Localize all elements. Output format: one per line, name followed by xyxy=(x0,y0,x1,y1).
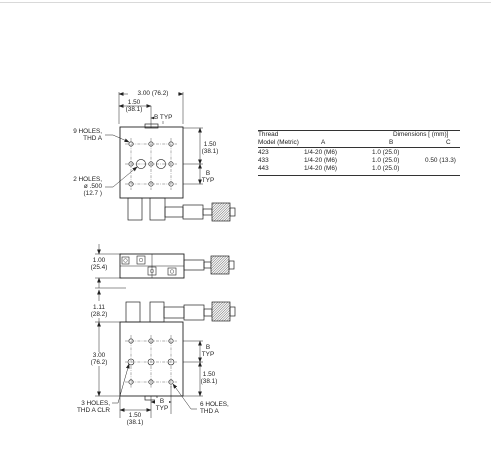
dimensions-table xyxy=(258,130,460,173)
cell-model: 443 xyxy=(258,165,269,172)
table-row xyxy=(258,165,460,173)
dim-bottom-height: 3.00 (76.2) xyxy=(86,352,112,366)
cell-b: 1.0 (25.0) xyxy=(372,149,400,156)
table-row xyxy=(258,149,460,157)
side-view xyxy=(95,244,234,288)
dim-side-height: 1.00 (25.4) xyxy=(86,257,112,271)
dim-bottom-half-width: 1.50 (38.1) xyxy=(126,412,144,426)
cell-a: 1/4-20 (M6) xyxy=(304,157,338,164)
table-row xyxy=(258,157,460,165)
dim-right-b-typ: B TYP xyxy=(201,170,215,184)
dim-bottom-right-b-typ: B TYP xyxy=(201,344,215,358)
header-a: A xyxy=(321,139,326,146)
table-header-row-1 xyxy=(258,131,460,139)
cell-a: 1/4-20 (M6) xyxy=(304,149,338,156)
cell-model: 423 xyxy=(258,149,269,156)
header-c: C xyxy=(446,139,451,146)
header-model: Model (Metric) xyxy=(258,139,299,146)
label-three-holes: 3 HOLES, THD A CLR xyxy=(76,400,110,414)
dim-overall-width: 3.00 (76.2) xyxy=(128,90,178,97)
label-two-holes: 2 HOLES, ø .500 (12.7 ) xyxy=(73,176,102,197)
cell-c: 0.50 (13.3) xyxy=(425,157,456,164)
table-header-row-2 xyxy=(258,139,460,147)
cell-b: 1.0 (25.0) xyxy=(372,165,400,172)
dim-b-typ: B TYP xyxy=(154,114,173,121)
table-bottom-rule xyxy=(258,175,460,176)
dim-bottom-offset: 1.11 (28.2) xyxy=(86,304,112,318)
header-thread: Thread xyxy=(258,131,279,138)
cell-a: 1/4-20 (M6) xyxy=(304,165,338,172)
cell-model: 433 xyxy=(258,157,269,164)
dim-half-width: 1.50 (38.1) xyxy=(125,99,143,113)
label-six-holes: 6 HOLES, THD A xyxy=(200,401,229,415)
label-nine-holes: 9 HOLES, THD A xyxy=(73,128,102,142)
dim-bottom-right-1-50: 1.50 (38.1) xyxy=(200,371,218,385)
header-dimensions: Dimensions [ (mm)] xyxy=(393,131,449,138)
dim-bottom-b-typ: B TYP xyxy=(155,398,169,412)
cell-b: 1.0 (25.0) xyxy=(372,157,400,164)
dim-right-1-50: 1.50 (38.1) xyxy=(201,141,219,155)
table-header-rule xyxy=(258,147,460,148)
header-b: B xyxy=(389,139,394,146)
